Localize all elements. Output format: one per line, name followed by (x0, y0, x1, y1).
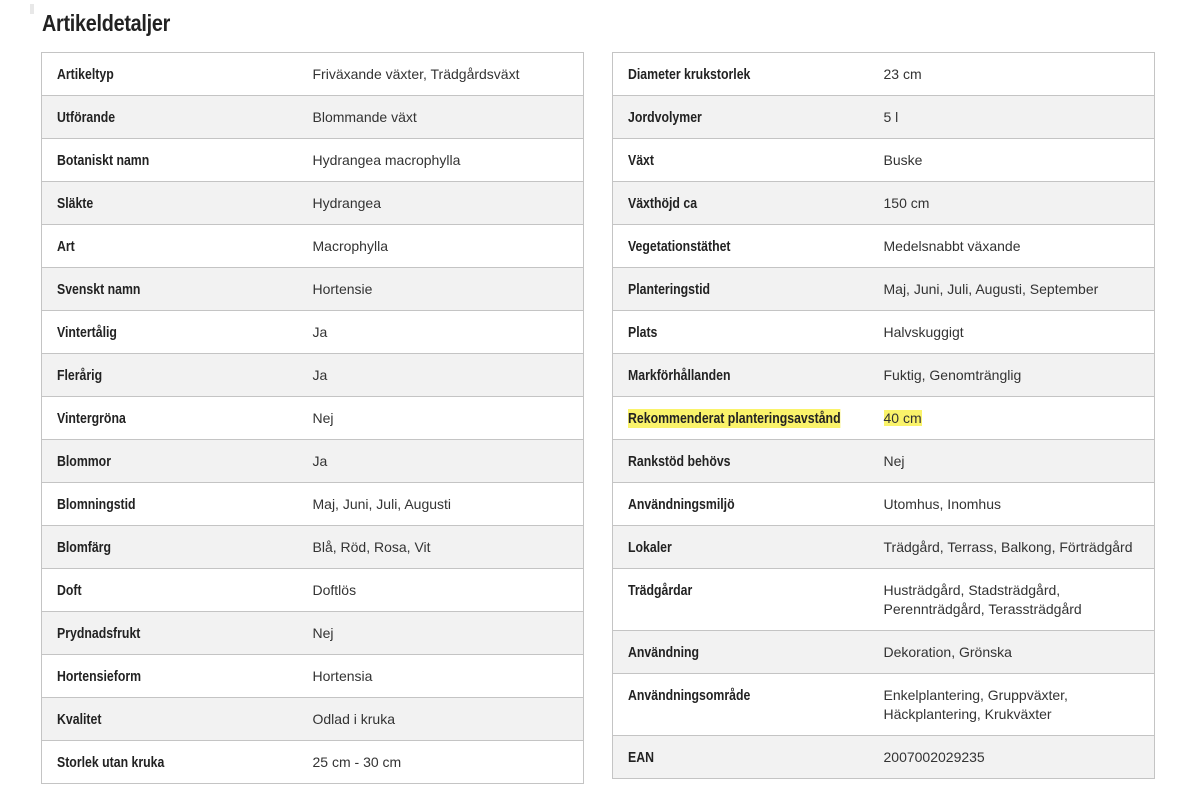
row-value-text: 2007002029235 (883, 749, 985, 765)
table-row (613, 569, 1155, 631)
table-row (42, 526, 584, 569)
row-label-text: Växthöjd ca (628, 195, 698, 212)
table-row (613, 674, 1155, 736)
row-value-text: Blommande växt (312, 109, 417, 125)
row-value-text-line2: Perennträdgård, Terassträdgård (883, 601, 1082, 617)
row-value (298, 741, 584, 784)
table-row (613, 268, 1155, 311)
row-label-text: Växt (628, 152, 654, 169)
row-label (613, 225, 869, 268)
row-value (869, 311, 1155, 354)
row-value-text: 23 cm (883, 66, 922, 82)
row-label (42, 440, 298, 483)
row-value-text: 40 cm (883, 410, 922, 426)
row-label (613, 53, 869, 96)
table-row (42, 397, 584, 440)
table-row (42, 569, 584, 612)
row-label (613, 736, 869, 779)
row-label (613, 182, 869, 225)
row-value-text-line2: Häckplantering, Krukväxter (883, 706, 1052, 722)
row-label (42, 268, 298, 311)
row-value-text: Maj, Juni, Juli, Augusti (312, 496, 452, 512)
table-row (613, 53, 1155, 96)
table-row (42, 440, 584, 483)
row-value-text: Friväxande växter, Trädgårdsväxt (312, 66, 520, 82)
row-value-text: Maj, Juni, Juli, Augusti, September (883, 281, 1099, 297)
row-label-text: Doft (57, 582, 82, 599)
row-value-text: Halvskuggigt (883, 324, 964, 340)
row-value (298, 354, 584, 397)
row-value-text: Macrophylla (312, 238, 388, 254)
row-label-text: Användning (628, 644, 700, 661)
table-row (613, 440, 1155, 483)
row-label (42, 741, 298, 784)
row-label-text: Trädgårdar (628, 582, 693, 599)
row-value-text: 5 l (883, 109, 899, 125)
row-label (42, 483, 298, 526)
row-value (869, 182, 1155, 225)
row-label-text: Prydnadsfrukt (57, 625, 141, 642)
table-row (613, 526, 1155, 569)
table-row (613, 96, 1155, 139)
row-value-text: Medelsnabbt växande (883, 238, 1021, 254)
row-label (42, 698, 298, 741)
table-row (613, 182, 1155, 225)
row-label-text: Blomningstid (57, 496, 136, 513)
row-value (298, 96, 584, 139)
row-label (42, 139, 298, 182)
row-value (869, 225, 1155, 268)
row-value (298, 182, 584, 225)
row-value (869, 53, 1155, 96)
row-value (298, 569, 584, 612)
row-label (42, 311, 298, 354)
row-label (42, 655, 298, 698)
row-label-text: Botaniskt namn (57, 152, 150, 169)
row-label-text: Vegetationstäthet (628, 238, 731, 255)
row-value (869, 674, 1155, 736)
row-value (298, 612, 584, 655)
row-label-text: Vintergröna (57, 410, 126, 427)
row-value-text: Fuktig, Genomtränglig (883, 367, 1022, 383)
table-row (613, 139, 1155, 182)
row-value (298, 397, 584, 440)
spec-table-left (41, 52, 584, 784)
row-label-text: Jordvolymer (628, 109, 702, 126)
table-row (42, 612, 584, 655)
row-label (613, 268, 869, 311)
row-label (42, 354, 298, 397)
row-label-text: Användningsområde (628, 687, 751, 704)
row-label (613, 674, 869, 736)
row-value-text: Ja (312, 367, 328, 383)
row-label (42, 96, 298, 139)
table-row (42, 354, 584, 397)
row-label-text: Rekommenderat planteringsavstånd (628, 410, 841, 427)
row-value (298, 225, 584, 268)
table-row (613, 397, 1155, 440)
page-title: Artikeldetaljer (42, 10, 171, 36)
table-row (613, 483, 1155, 526)
row-label-text: EAN (628, 749, 654, 766)
row-label (613, 526, 869, 569)
table-row (613, 311, 1155, 354)
row-value-text: Nej (312, 625, 334, 641)
row-label-text: Storlek utan kruka (57, 754, 165, 771)
row-value-text: Hortensia (312, 668, 373, 684)
row-value-text: Dekoration, Grönska (883, 644, 1012, 660)
row-value (869, 139, 1155, 182)
table-row (42, 225, 584, 268)
row-label-text: Artikeltyp (57, 66, 114, 83)
row-label-text: Vintertålig (57, 324, 117, 341)
row-value (298, 698, 584, 741)
row-value-text: 150 cm (883, 195, 930, 211)
row-value (869, 526, 1155, 569)
row-value-text: 25 cm - 30 cm (312, 754, 402, 770)
table-row (42, 698, 584, 741)
row-value (298, 483, 584, 526)
row-label (613, 569, 869, 631)
row-value (869, 268, 1155, 311)
row-label (613, 354, 869, 397)
row-value (298, 268, 584, 311)
row-value (298, 440, 584, 483)
row-label (613, 440, 869, 483)
row-label-text: Utförande (57, 109, 116, 126)
row-value (869, 397, 1155, 440)
table-row (42, 311, 584, 354)
table-row (42, 268, 584, 311)
row-label-text: Hortensieform (57, 668, 142, 685)
row-value-text: Buske (883, 152, 923, 168)
table-row (42, 483, 584, 526)
row-value (298, 53, 584, 96)
row-label (42, 225, 298, 268)
row-label-text: Planteringstid (628, 281, 711, 298)
row-label-text: Art (57, 238, 75, 255)
row-label-text: Lokaler (628, 539, 672, 556)
row-value (869, 440, 1155, 483)
row-value (298, 655, 584, 698)
row-value-text: Blå, Röd, Rosa, Vit (312, 539, 431, 555)
row-label-text: Markförhållanden (628, 367, 731, 384)
row-label (613, 397, 869, 440)
row-label (42, 526, 298, 569)
row-label-text: Blomfärg (57, 539, 111, 556)
row-value (869, 736, 1155, 779)
row-value-text: Husträdgård, Stadsträdgård, (883, 582, 1061, 598)
row-label (42, 53, 298, 96)
row-label-text: Blommor (57, 453, 111, 470)
row-label (42, 182, 298, 225)
row-value (298, 139, 584, 182)
row-value-text: Odlad i kruka (312, 711, 395, 727)
row-value-text: Trädgård, Terrass, Balkong, Förträdgård (883, 539, 1133, 555)
table-row (613, 736, 1155, 779)
table-row (42, 139, 584, 182)
table-row (42, 182, 584, 225)
row-value (869, 631, 1155, 674)
row-value-text: Ja (312, 453, 328, 469)
corner-mark (30, 4, 34, 14)
row-label (613, 311, 869, 354)
table-row (42, 741, 584, 784)
row-label (42, 569, 298, 612)
row-label (613, 96, 869, 139)
spec-table-right (612, 52, 1155, 779)
row-value-text: Enkelplantering, Gruppväxter, (883, 687, 1068, 703)
row-value-text: Nej (312, 410, 334, 426)
row-label-text: Kvalitet (57, 711, 102, 728)
row-value (869, 483, 1155, 526)
row-label-text: Användningsmiljö (628, 496, 735, 513)
row-value-text: Ja (312, 324, 328, 340)
row-label-text: Flerårig (57, 367, 103, 384)
table-row (613, 225, 1155, 268)
row-label (42, 612, 298, 655)
row-label-text: Släkte (57, 195, 94, 212)
row-value (869, 96, 1155, 139)
table-row (613, 631, 1155, 674)
row-label (613, 483, 869, 526)
table-row (42, 53, 584, 96)
row-label (613, 631, 869, 674)
row-label (613, 139, 869, 182)
row-value (869, 354, 1155, 397)
row-label-text: Plats (628, 324, 658, 341)
row-value-text: Nej (883, 453, 905, 469)
row-value (298, 311, 584, 354)
row-label-text: Svenskt namn (57, 281, 141, 298)
table-row (42, 96, 584, 139)
row-value-text: Doftlös (312, 582, 357, 598)
table-row (42, 655, 584, 698)
row-label-text: Diameter krukstorlek (628, 66, 751, 83)
row-value (869, 569, 1155, 631)
row-value-text: Hortensie (312, 281, 373, 297)
row-label (42, 397, 298, 440)
row-label-text: Rankstöd behövs (628, 453, 731, 470)
row-value-text: Hydrangea macrophylla (312, 152, 461, 168)
table-row (613, 354, 1155, 397)
row-value (298, 526, 584, 569)
row-value-text: Hydrangea (312, 195, 381, 211)
row-value-text: Utomhus, Inomhus (883, 496, 1001, 512)
